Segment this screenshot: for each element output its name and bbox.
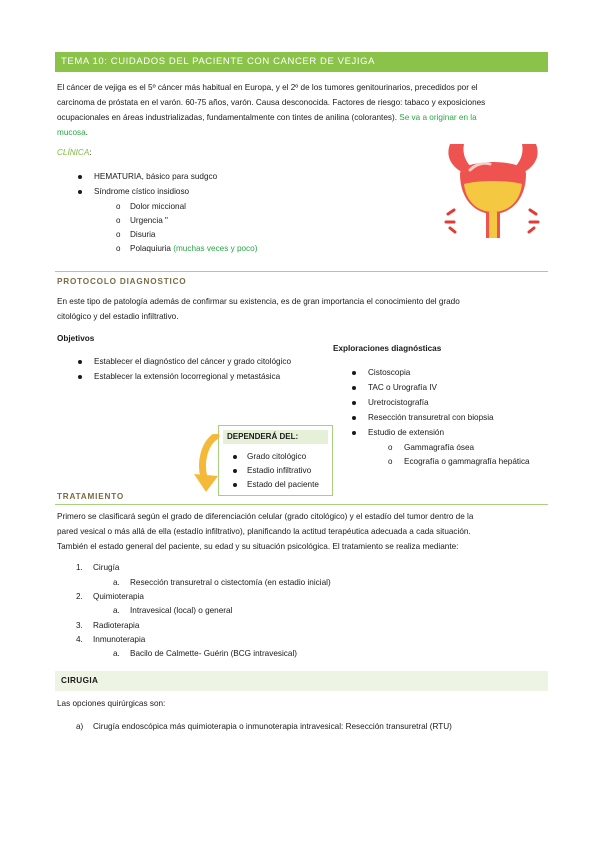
bullet-icon: [233, 455, 237, 459]
item-letter: a): [76, 722, 84, 731]
exploracion-text: Estudio de extensión: [368, 428, 445, 437]
list-item: [388, 441, 474, 455]
bullet-icon: [352, 371, 356, 375]
extension-sub-text: Ecografía o gammagrafía hepática: [404, 457, 530, 466]
bladder-illustration-icon: [438, 140, 548, 245]
list-item: [116, 228, 155, 242]
tratamiento-line: Primero se clasificará según el grado de diferenciación celular (grado citológico) y el estadío del tumor dentro de la: [57, 512, 474, 521]
bullet-icon: [233, 483, 237, 487]
tratamiento-item-text: Inmunoterapia: [93, 635, 146, 644]
bullet-icon: [233, 469, 237, 473]
tratamiento-line: También el estado general del paciente, su edad y su situación psicológica. El tratamiento se realiza mediante:: [57, 542, 459, 551]
list-item: [76, 633, 146, 647]
protocolo-line: citológico y del estadio infiltrativo.: [57, 312, 179, 321]
intro-line-3-text: ocupacionales en áreas industrializadas, fundamentalmente con tintes de anilina (colorantes).: [57, 113, 400, 122]
item-number: 3.: [76, 621, 83, 630]
intro-end: .: [85, 128, 88, 137]
bullet-icon: [352, 416, 356, 420]
objetivo-text: Establecer el diagnóstico del cáncer y grado citológico: [94, 357, 292, 366]
list-item: [116, 200, 186, 214]
list-item: [78, 355, 291, 369]
dependera-box: [218, 425, 333, 496]
tratamiento-line: pared vesical o más allá de ella (estadío infiltrativo), planificando la actitud terapéutica adecuada a cada situación.: [57, 527, 471, 536]
list-item: [78, 370, 280, 384]
clinica-subitem-text: Polaquiuria: [130, 244, 174, 253]
bullet-icon: [352, 386, 356, 390]
tratamiento-sub-text: Resección transuretral o cistectomía (en estadio inicial): [130, 578, 331, 587]
list-item: [76, 619, 140, 633]
circle-bullet-icon: o: [388, 457, 393, 466]
circle-bullet-icon: o: [116, 202, 121, 211]
list-item: [352, 426, 444, 440]
list-item: [352, 411, 494, 425]
protocolo-paragraph: [57, 294, 547, 324]
list-item: [233, 450, 306, 464]
intro-line-2: carcinoma de próstata en el varón. 60-75 años, varón. Causa desconocida. Factores de riesgo: tabaco y exposiciones: [57, 98, 486, 107]
clinica-item-text: Síndrome cístico insidioso: [94, 187, 190, 196]
clinica-item-text: HEMATURIA, básico para sudgco: [94, 172, 218, 181]
list-item: [352, 396, 429, 410]
intro-line-3: [57, 110, 547, 125]
tratamiento-item-text: Cirugía: [93, 563, 120, 572]
item-number: 1.: [76, 563, 83, 572]
divider: [55, 504, 548, 505]
list-item: [113, 647, 297, 661]
circle-bullet-icon: o: [388, 443, 393, 452]
tratamiento-paragraph: [57, 509, 547, 554]
page-title: TEMA 10: CUIDADOS DEL PACIENTE CON CANCER DE VEJIGA: [55, 52, 548, 72]
list-item: [116, 214, 168, 228]
cirugia-heading: CIRUGIA: [55, 671, 548, 691]
list-item: [113, 604, 233, 618]
list-item: [78, 185, 189, 199]
objetivo-text: Establecer la extensión locorregional y metastásica: [94, 372, 281, 381]
dependera-item-text: Grado citológico: [247, 452, 307, 461]
tratamiento-title: TRATAMIENTO: [57, 492, 125, 501]
exploraciones-title: Exploraciones diagnósticas: [333, 344, 442, 353]
bullet-icon: [352, 401, 356, 405]
bullet-icon: [78, 175, 82, 179]
list-item: [76, 720, 452, 734]
item-letter: a.: [113, 649, 120, 658]
intro-green-text: Se va a originar en la: [399, 113, 477, 122]
dependera-item-text: Estado del paciente: [247, 480, 319, 489]
tratamiento-item-text: Radioterapia: [93, 621, 140, 630]
tratamiento-item-text: Quimioterapia: [93, 592, 144, 601]
list-item: [388, 455, 530, 469]
clinica-subitem-text: Urgencia ": [130, 216, 168, 225]
tratamiento-sub-text: Bacilo de Calmette- Guérin (BCG intravesical): [130, 649, 297, 658]
clinica-subitem-text: Dolor miccional: [130, 202, 186, 211]
cirugia-intro: Las opciones quirúrgicas son:: [57, 699, 166, 708]
intro-line-4: [57, 125, 547, 140]
item-number: 4.: [76, 635, 83, 644]
list-item: [233, 478, 319, 492]
clinica-title: CLÍNICA: [57, 148, 90, 157]
exploracion-text: Cistoscopia: [368, 368, 411, 377]
circle-bullet-icon: o: [116, 216, 121, 225]
cirugia-option-text: Cirugía endoscópica más quimioterapia o inmunoterapia intravesical: Resección transuretral (RTU): [93, 722, 452, 731]
clinica-colon: :: [89, 148, 92, 157]
polaquiuria-note: (muchas veces y poco): [173, 244, 258, 253]
list-item: [113, 576, 331, 590]
list-item: [352, 366, 410, 380]
intro-line-1: El cáncer de vejiga es el 5º cáncer más habitual en Europa, y el 2º de los tumores genitourinarios, precedidos por el: [57, 83, 478, 92]
intro-paragraph: [57, 80, 547, 140]
objetivos-title: Objetivos: [57, 334, 95, 343]
list-item: [78, 170, 217, 184]
exploracion-text: TAC o Urografía IV: [368, 383, 438, 392]
item-letter: a.: [113, 578, 120, 587]
bullet-icon: [352, 431, 356, 435]
list-item: [352, 381, 437, 395]
item-number: 2.: [76, 592, 83, 601]
dependera-item-text: Estadio infiltrativo: [247, 466, 312, 475]
protocolo-title: PROTOCOLO DIAGNOSTICO: [57, 277, 187, 286]
curved-arrow-icon: [192, 434, 226, 496]
extension-sub-text: Gammagrafía ósea: [404, 443, 475, 452]
circle-bullet-icon: o: [116, 230, 121, 239]
intro-green-mucosa: mucosa: [57, 128, 86, 137]
tratamiento-sub-text: Intravesical (local) o general: [130, 606, 233, 615]
exploracion-text: Uretrocistografía: [368, 398, 429, 407]
list-item: [233, 464, 311, 478]
item-letter: a.: [113, 606, 120, 615]
exploracion-text: Resección transuretral con biopsia: [368, 413, 494, 422]
list-item: [76, 590, 144, 604]
bullet-icon: [78, 190, 82, 194]
divider: [55, 271, 548, 272]
clinica-heading: [57, 148, 92, 157]
protocolo-line: En este tipo de patología además de confirmar su existencia, es de gran importancia el conocimiento del grado: [57, 297, 460, 306]
circle-bullet-icon: o: [116, 244, 121, 253]
list-item: [76, 561, 120, 575]
list-item: [116, 242, 257, 256]
clinica-subitem-text: Disuria: [130, 230, 156, 239]
dependera-title: DEPENDERÁ DEL:: [223, 430, 328, 444]
bullet-icon: [78, 375, 82, 379]
bullet-icon: [78, 360, 82, 364]
